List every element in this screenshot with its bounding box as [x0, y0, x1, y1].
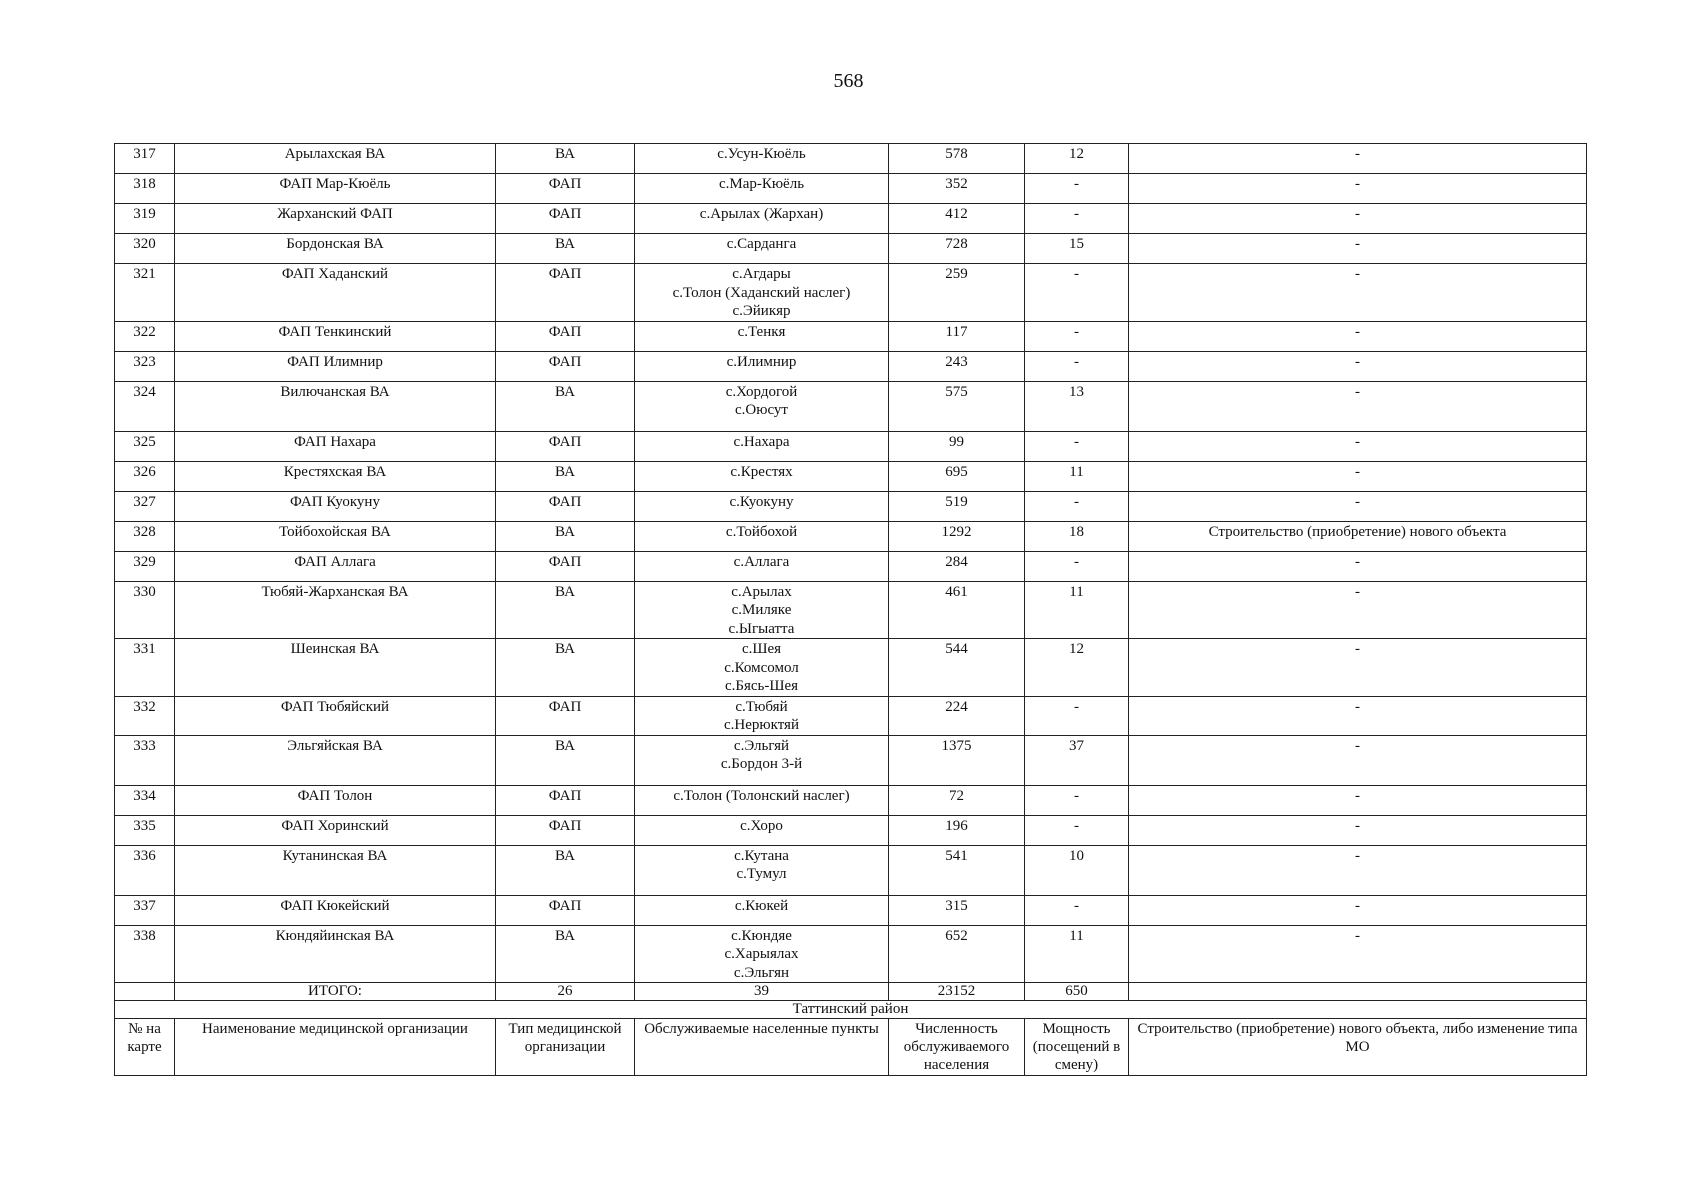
row-number: 326 [115, 461, 175, 491]
construction-note: - [1129, 845, 1587, 895]
table-row [115, 204, 1587, 234]
organization-type: ФАП [496, 431, 635, 461]
organization-name: Тойбохойская ВА [175, 521, 496, 551]
construction-note: - [1129, 264, 1587, 322]
construction-note: - [1129, 815, 1587, 845]
organization-type: ФАП [496, 551, 635, 581]
place-name: с.Хордогой [725, 383, 798, 400]
row-number: 332 [115, 696, 175, 735]
served-places [635, 381, 889, 431]
capacity: 12 [1025, 144, 1129, 174]
medical-organizations-table [114, 143, 1587, 1076]
organization-name: Вилючанская ВА [175, 381, 496, 431]
organization-type: ВА [496, 521, 635, 551]
construction-note: - [1129, 696, 1587, 735]
served-places [635, 696, 889, 735]
row-number: 333 [115, 735, 175, 785]
table-row [115, 461, 1587, 491]
capacity: - [1025, 895, 1129, 925]
capacity: 15 [1025, 234, 1129, 264]
organization-type: ФАП [496, 696, 635, 735]
organization-type: ФАП [496, 204, 635, 234]
row-number: 329 [115, 551, 175, 581]
place-name: с.Мар-Кюёль [718, 176, 805, 192]
total-capacity: 650 [1025, 983, 1129, 1001]
organization-name: Бордонская ВА [175, 234, 496, 264]
served-places [635, 815, 889, 845]
served-places [635, 204, 889, 234]
column-header-name: Наименование медицинской организации [175, 1019, 496, 1076]
population: 259 [889, 264, 1025, 322]
row-number: 317 [115, 144, 175, 174]
served-places [635, 264, 889, 322]
row-number: 327 [115, 491, 175, 521]
organization-name: ФАП Мар-Кюёль [175, 174, 496, 204]
table-row [115, 925, 1587, 983]
population: 1292 [889, 521, 1025, 551]
column-header-row [115, 1019, 1587, 1076]
population: 99 [889, 431, 1025, 461]
population: 652 [889, 925, 1025, 983]
construction-note: Строительство (приобретение) нового объекта [1129, 521, 1587, 551]
table-row [115, 431, 1587, 461]
row-number: 337 [115, 895, 175, 925]
table-row [115, 521, 1587, 551]
row-number: 325 [115, 431, 175, 461]
row-number: 323 [115, 351, 175, 381]
table-row [115, 351, 1587, 381]
place-name: с.Тюбяй [735, 698, 788, 715]
population: 1375 [889, 735, 1025, 785]
district-row [115, 1001, 1587, 1019]
organization-name: Кутанинская ВА [175, 845, 496, 895]
population: 695 [889, 461, 1025, 491]
place-name: с.Кюкей [734, 897, 789, 914]
construction-note: - [1129, 174, 1587, 204]
place-name: с.Тенкя [737, 323, 786, 340]
organization-type: ФАП [496, 785, 635, 815]
served-places [635, 581, 889, 639]
served-places [635, 785, 889, 815]
organization-type: ВА [496, 925, 635, 983]
population: 412 [889, 204, 1025, 234]
column-header-type: Тип медицинской организации [496, 1019, 635, 1076]
served-places [635, 895, 889, 925]
organization-name: ФАП Нахара [175, 431, 496, 461]
total-empty [115, 983, 175, 1001]
organization-type: ФАП [496, 264, 635, 322]
place-name: с.Арылах (Жархан) [699, 206, 824, 222]
total-places-count: 39 [635, 983, 889, 1001]
population: 72 [889, 785, 1025, 815]
row-number: 338 [115, 925, 175, 983]
place-name: с.Илимнир [726, 353, 797, 370]
place-name: с.Харыялах [724, 946, 799, 962]
construction-note: - [1129, 735, 1587, 785]
row-number: 334 [115, 785, 175, 815]
construction-note: - [1129, 431, 1587, 461]
organization-name: ФАП Илимнир [175, 351, 496, 381]
capacity: 12 [1025, 639, 1129, 697]
organization-type: ВА [496, 381, 635, 431]
construction-note: - [1129, 581, 1587, 639]
place-name: с.Тумул [736, 866, 787, 882]
table-row [115, 581, 1587, 639]
capacity: - [1025, 551, 1129, 581]
organization-type: ФАП [496, 351, 635, 381]
served-places [635, 639, 889, 697]
capacity: - [1025, 321, 1129, 351]
capacity: 11 [1025, 581, 1129, 639]
construction-note: - [1129, 204, 1587, 234]
table-row [115, 735, 1587, 785]
row-number: 318 [115, 174, 175, 204]
capacity: - [1025, 785, 1129, 815]
table-row [115, 321, 1587, 351]
row-number: 331 [115, 639, 175, 697]
organization-name: Кюндяйинская ВА [175, 925, 496, 983]
construction-note: - [1129, 785, 1587, 815]
served-places [635, 735, 889, 785]
row-number: 320 [115, 234, 175, 264]
row-number: 335 [115, 815, 175, 845]
capacity: - [1025, 174, 1129, 204]
population: 578 [889, 144, 1025, 174]
served-places [635, 351, 889, 381]
construction-note: - [1129, 144, 1587, 174]
place-name: с.Нерюктяй [724, 717, 799, 733]
capacity: 10 [1025, 845, 1129, 895]
place-name: с.Комсомол [724, 659, 799, 676]
capacity: 18 [1025, 521, 1129, 551]
row-number: 330 [115, 581, 175, 639]
table-row [115, 785, 1587, 815]
capacity: 11 [1025, 925, 1129, 983]
total-construction [1129, 983, 1587, 1001]
organization-name: ФАП Тюбяйский [175, 696, 496, 735]
place-name: с.Аллага [733, 553, 790, 570]
capacity: 11 [1025, 461, 1129, 491]
total-row [115, 983, 1587, 1001]
table-row [115, 815, 1587, 845]
construction-note: - [1129, 551, 1587, 581]
capacity: - [1025, 431, 1129, 461]
row-number: 324 [115, 381, 175, 431]
capacity: - [1025, 204, 1129, 234]
place-name: с.Миляке [731, 602, 792, 618]
organization-name: ФАП Аллага [175, 551, 496, 581]
construction-note: - [1129, 925, 1587, 983]
column-header-population: Численность обслуживаемого населения [889, 1019, 1025, 1076]
organization-name: ФАП Хоринский [175, 815, 496, 845]
capacity: - [1025, 696, 1129, 735]
place-name: с.Крестях [730, 463, 793, 480]
population: 461 [889, 581, 1025, 639]
row-number: 322 [115, 321, 175, 351]
construction-note: - [1129, 321, 1587, 351]
table-row [115, 551, 1587, 581]
district-name: Таттинский район [115, 1001, 1587, 1019]
served-places [635, 431, 889, 461]
organization-type: ФАП [496, 174, 635, 204]
total-label: ИТОГО: [175, 983, 496, 1001]
organization-type: ВА [496, 639, 635, 697]
table-row [115, 491, 1587, 521]
place-name: с.Кюндяе [731, 927, 792, 944]
capacity: - [1025, 491, 1129, 521]
place-name: с.Толон (Толонский наслег) [673, 787, 850, 804]
total-type-count: 26 [496, 983, 635, 1001]
population: 544 [889, 639, 1025, 697]
organization-type: ФАП [496, 491, 635, 521]
organization-type: ВА [496, 845, 635, 895]
organization-name: ФАП Хаданский [175, 264, 496, 322]
construction-note: - [1129, 491, 1587, 521]
organization-type: ВА [496, 581, 635, 639]
organization-name: Арылахская ВА [175, 144, 496, 174]
organization-name: ФАП Кюкейский [175, 895, 496, 925]
population: 728 [889, 234, 1025, 264]
organization-type: ВА [496, 461, 635, 491]
construction-note: - [1129, 381, 1587, 431]
table-row [115, 144, 1587, 174]
table-row [115, 696, 1587, 735]
place-name: с.Толон (Хаданский наслег) [672, 284, 851, 301]
row-number: 336 [115, 845, 175, 895]
total-population: 23152 [889, 983, 1025, 1001]
place-name: с.Бордон 3-й [720, 756, 803, 772]
table-row [115, 845, 1587, 895]
organization-type: ФАП [496, 321, 635, 351]
construction-note: - [1129, 351, 1587, 381]
table-row [115, 264, 1587, 322]
served-places [635, 925, 889, 983]
population: 224 [889, 696, 1025, 735]
organization-name: Крестяхская ВА [175, 461, 496, 491]
organization-name: Шеинская ВА [175, 639, 496, 697]
column-header-places: Обслуживаемые населенные пункты [635, 1019, 889, 1076]
organization-type: ФАП [496, 815, 635, 845]
capacity: - [1025, 815, 1129, 845]
place-name: с.Эльгяй [733, 737, 790, 754]
row-number: 328 [115, 521, 175, 551]
population: 117 [889, 321, 1025, 351]
organization-name: Эльгяйская ВА [175, 735, 496, 785]
table-row [115, 639, 1587, 697]
place-name: с.Нахара [733, 433, 790, 450]
organization-type: ВА [496, 735, 635, 785]
capacity: - [1025, 351, 1129, 381]
population: 575 [889, 381, 1025, 431]
served-places [635, 521, 889, 551]
construction-note: - [1129, 895, 1587, 925]
place-name: с.Агдары [732, 266, 791, 282]
row-number: 321 [115, 264, 175, 322]
place-name: с.Бясь-Шея [724, 678, 799, 694]
place-name: с.Усун-Кюёль [717, 146, 806, 162]
column-header-num: № на карте [115, 1019, 175, 1076]
population: 352 [889, 174, 1025, 204]
organization-name: ФАП Куокуну [175, 491, 496, 521]
column-header-capacity: Мощность (посещений в смену) [1025, 1019, 1129, 1076]
place-name: с.Ыгыатта [728, 620, 795, 637]
organization-name: ФАП Толон [175, 785, 496, 815]
row-number: 319 [115, 204, 175, 234]
place-name: с.Тойбохой [725, 523, 798, 540]
place-name: с.Эйикяр [732, 303, 791, 319]
population: 196 [889, 815, 1025, 845]
table-row [115, 174, 1587, 204]
organization-name: Тюбяй-Жарханская ВА [175, 581, 496, 639]
construction-note: - [1129, 234, 1587, 264]
served-places [635, 144, 889, 174]
population: 519 [889, 491, 1025, 521]
served-places [635, 174, 889, 204]
place-name: с.Хоро [740, 817, 783, 834]
construction-note: - [1129, 639, 1587, 697]
organization-name: ФАП Тенкинский [175, 321, 496, 351]
population: 284 [889, 551, 1025, 581]
column-header-construction: Строительство (приобретение) нового объекта, либо изменение типа МО [1129, 1019, 1587, 1076]
population: 243 [889, 351, 1025, 381]
served-places [635, 491, 889, 521]
table-row [115, 895, 1587, 925]
capacity: 37 [1025, 735, 1129, 785]
place-name: с.Оюсут [735, 402, 788, 418]
population: 541 [889, 845, 1025, 895]
page-number: 568 [833, 70, 864, 92]
served-places [635, 551, 889, 581]
served-places [635, 461, 889, 491]
construction-note: - [1129, 461, 1587, 491]
served-places [635, 321, 889, 351]
table-row [115, 234, 1587, 264]
served-places [635, 845, 889, 895]
place-name: с.Сарданга [726, 236, 797, 252]
place-name: с.Арылах [731, 583, 792, 600]
place-name: с.Куокуну [729, 493, 794, 510]
organization-type: ВА [496, 234, 635, 264]
place-name: с.Кутана [734, 847, 789, 864]
served-places [635, 234, 889, 264]
capacity: - [1025, 264, 1129, 322]
table-row [115, 381, 1587, 431]
place-name: с.Эльгян [733, 964, 790, 981]
capacity: 13 [1025, 381, 1129, 431]
organization-type: ФАП [496, 895, 635, 925]
organization-name: Жарханский ФАП [175, 204, 496, 234]
population: 315 [889, 895, 1025, 925]
place-name: с.Шея [741, 641, 782, 657]
organization-type: ВА [496, 144, 635, 174]
